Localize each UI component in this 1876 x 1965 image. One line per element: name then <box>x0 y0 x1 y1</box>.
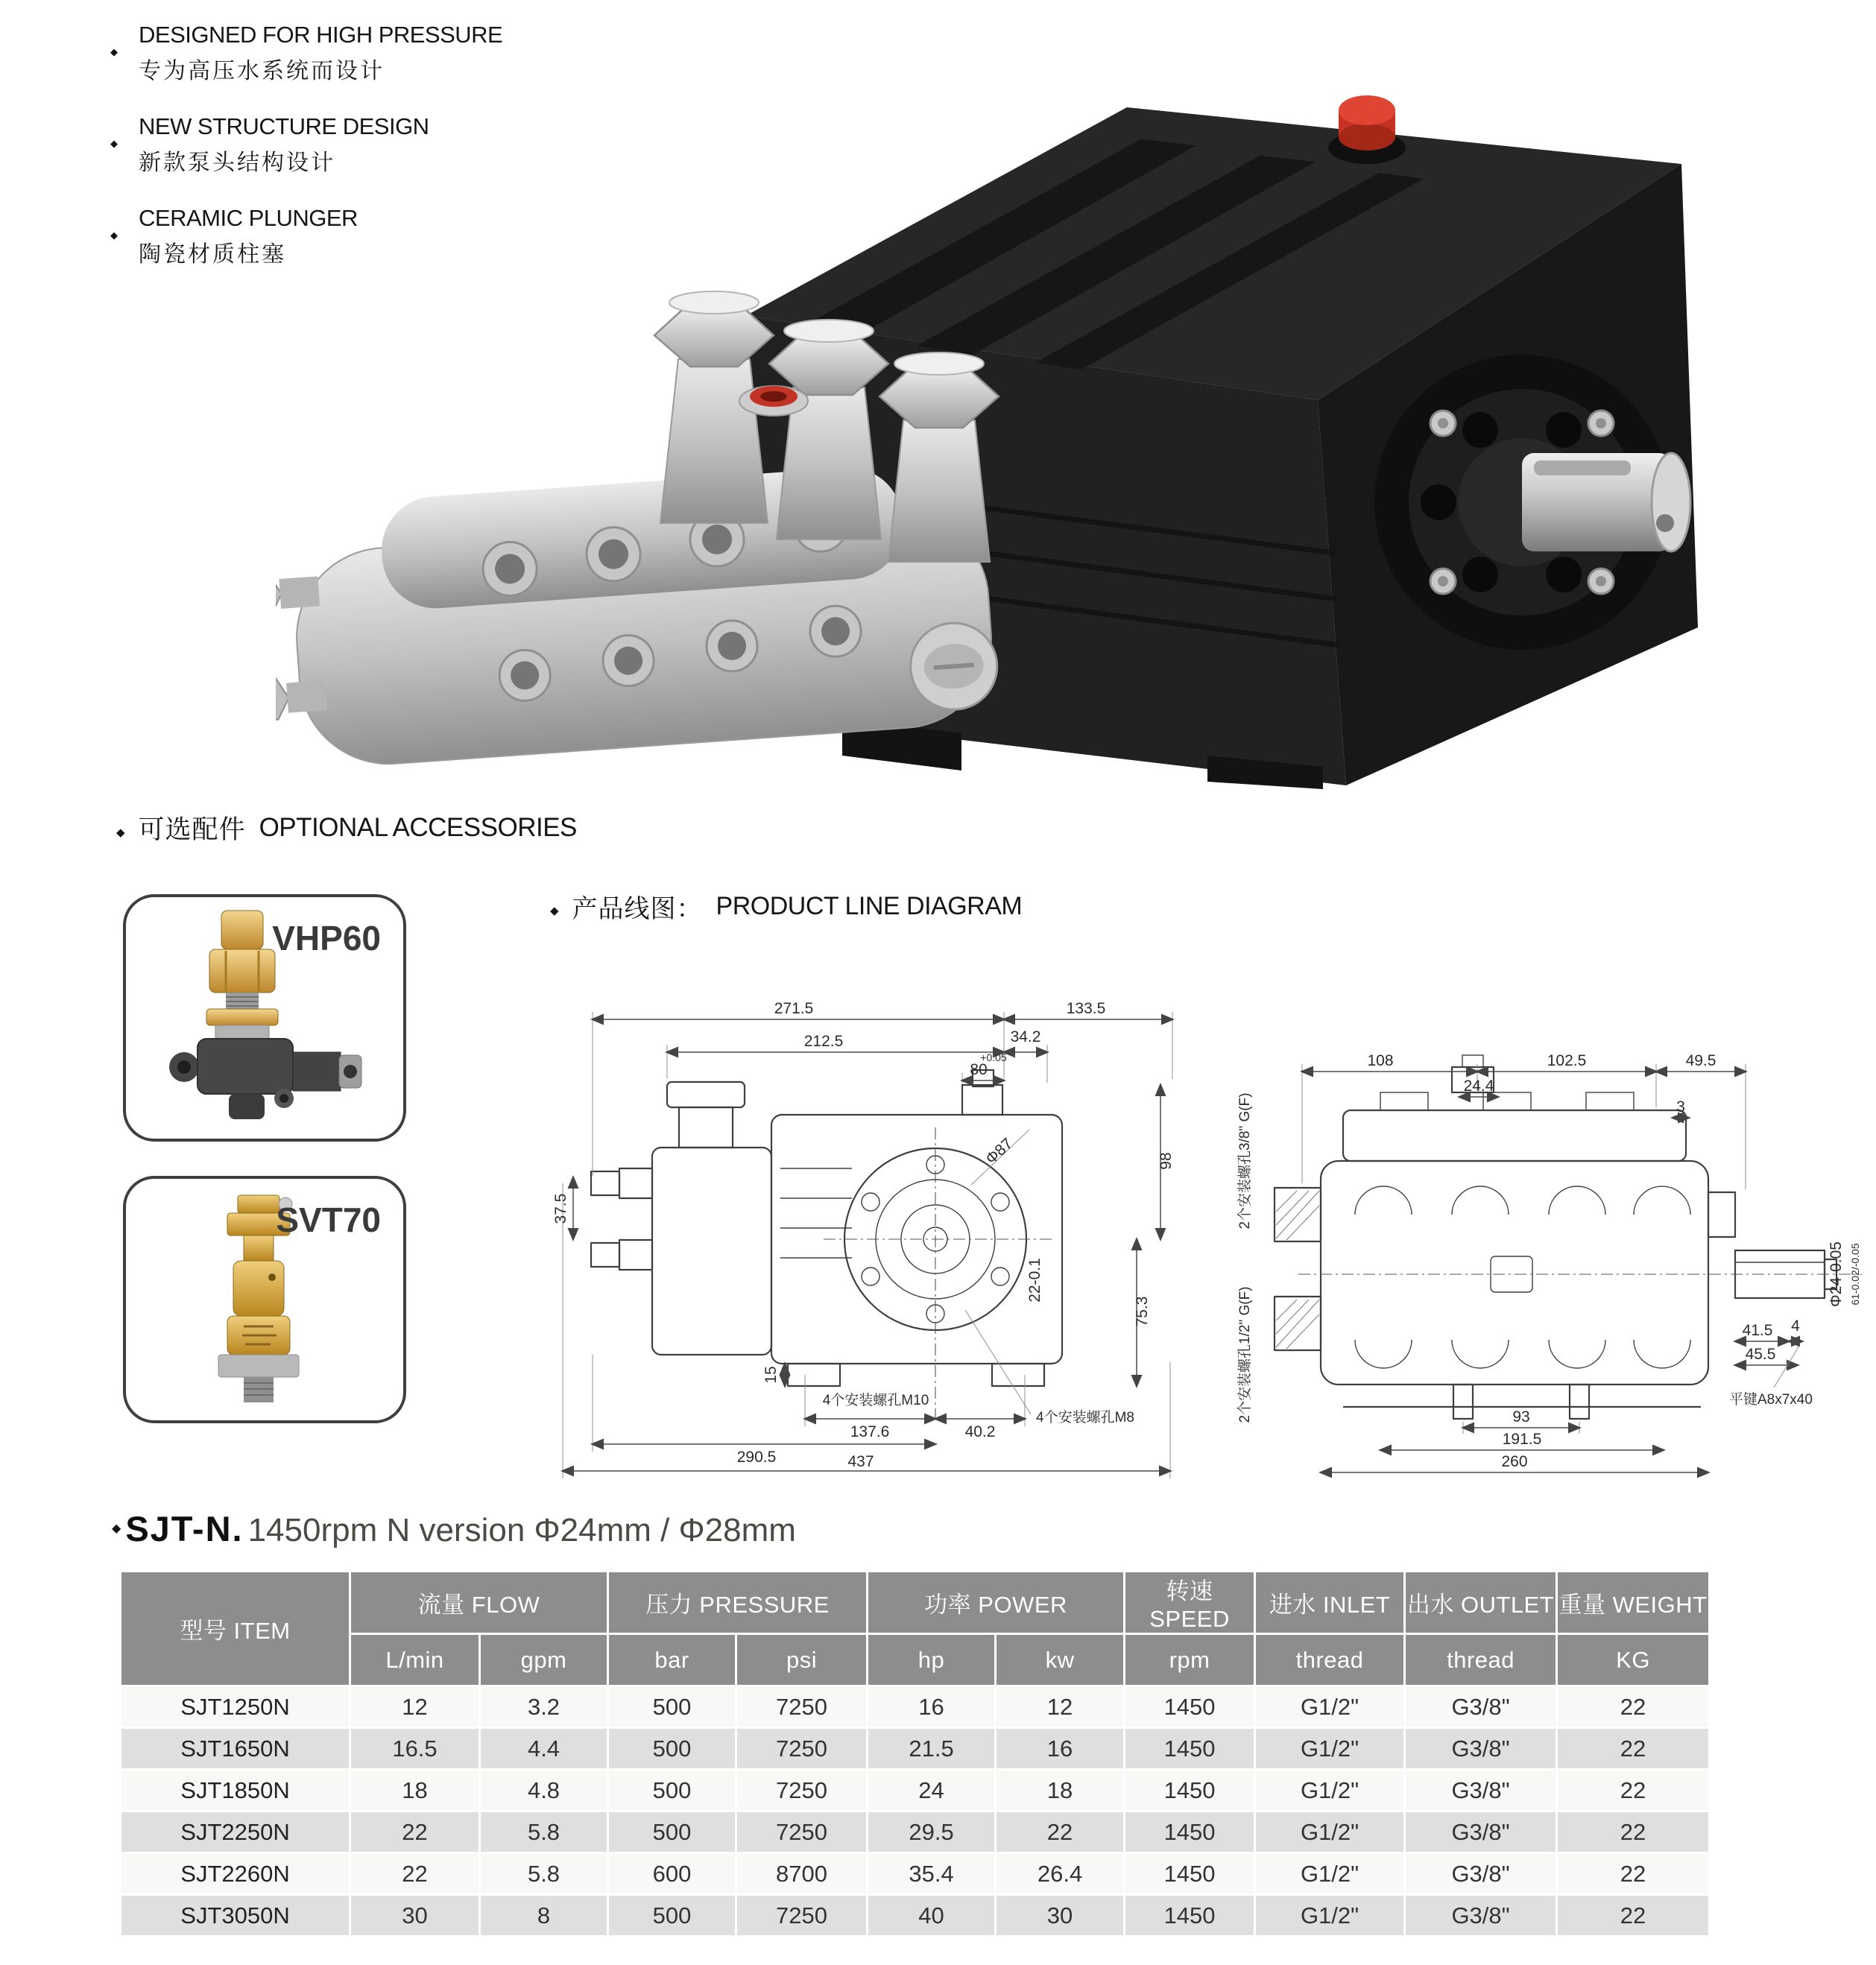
accessory-model-label: VHP60 <box>272 919 381 958</box>
side-view-drawing <box>548 990 1181 1481</box>
spec-cell: 22 <box>1557 1686 1710 1728</box>
spec-cell: 3.2 <box>480 1686 608 1728</box>
accessory-card-vhp60 <box>123 894 406 1142</box>
table-row <box>121 1728 1710 1770</box>
spec-cell: 24 <box>868 1770 996 1811</box>
accessories-heading-zh: 可选配件 <box>138 815 246 844</box>
diamond-bullet-icon <box>112 1522 121 1536</box>
dimension-label: 93 <box>1512 1408 1530 1426</box>
accessory-card-svt70 <box>123 1176 406 1423</box>
col-subheader-gpm: gpm <box>480 1634 608 1686</box>
spec-cell: 26.4 <box>996 1853 1125 1895</box>
dimension-label: 108 <box>1367 1052 1394 1069</box>
spec-cell: G1/2" <box>1255 1895 1405 1937</box>
spec-cell: 5.8 <box>480 1811 608 1853</box>
spec-cell: 22 <box>1557 1853 1710 1895</box>
spec-cell: 7250 <box>736 1811 868 1853</box>
col-header-pressure: 压力 PRESSURE <box>608 1572 868 1634</box>
spec-cell: 21.5 <box>868 1728 996 1770</box>
side-view-outline <box>591 1070 1062 1418</box>
dimension-label: Φ24-0.05 <box>1828 1241 1845 1307</box>
model-cell: SJT1250N <box>121 1686 350 1728</box>
spec-cell: 8700 <box>736 1853 868 1895</box>
spec-cell: 12 <box>996 1686 1125 1728</box>
accessory-model-label: SVT70 <box>276 1200 381 1239</box>
spec-cell: G3/8" <box>1405 1895 1557 1937</box>
model-cell: SJT1650N <box>121 1728 350 1770</box>
spec-cell: 1450 <box>1125 1853 1255 1895</box>
spec-cell: G3/8" <box>1405 1728 1557 1770</box>
spec-cell: 12 <box>350 1686 480 1728</box>
spec-cell: 7250 <box>736 1895 868 1937</box>
spec-cell: 4.4 <box>480 1728 608 1770</box>
mounting-hole-label: 2个安装螺孔3/8" G(F) <box>1237 1092 1253 1230</box>
spec-table-body <box>121 1686 1710 1937</box>
front-view-dimensions <box>1302 1064 1802 1472</box>
col-header-weight: 重量 WEIGHT <box>1557 1572 1710 1634</box>
spec-cell: 22 <box>996 1811 1125 1853</box>
model-cell: SJT2250N <box>121 1811 350 1853</box>
spec-cell: 22 <box>1557 1728 1710 1770</box>
spec-cell: 4.8 <box>480 1770 608 1811</box>
spec-cell: 1450 <box>1125 1895 1255 1937</box>
spec-cell: 30 <box>996 1895 1125 1937</box>
spec-cell: 22 <box>350 1853 480 1895</box>
mounting-hole-label: 4个安装螺孔M8 <box>1036 1410 1134 1426</box>
spec-cell: 500 <box>608 1811 736 1853</box>
dimension-label: 191.5 <box>1502 1431 1542 1448</box>
table-row <box>121 1895 1710 1937</box>
table-subheader-row <box>121 1634 1710 1686</box>
pump-product-image <box>276 39 1707 795</box>
dimension-label: 40.2 <box>964 1423 996 1440</box>
feature-text-en: DESIGNED FOR HIGH PRESSURE <box>139 22 503 48</box>
spec-cell: G1/2" <box>1255 1811 1405 1853</box>
dimension-label: 260 <box>1501 1453 1528 1470</box>
spec-cell: 1450 <box>1125 1728 1255 1770</box>
spec-cell: 22 <box>1557 1811 1710 1853</box>
dimension-label: 41.5 <box>1742 1322 1773 1339</box>
spec-cell: 7250 <box>736 1728 868 1770</box>
dimension-label: 137.6 <box>850 1423 890 1440</box>
diamond-bullet-icon <box>116 813 125 843</box>
spec-cell: 35.4 <box>868 1853 996 1895</box>
dimension-label: 15 <box>762 1366 780 1384</box>
dimension-label: 133.5 <box>1066 1000 1106 1017</box>
col-subheader-rpm: rpm <box>1125 1634 1255 1686</box>
table-row <box>121 1853 1710 1895</box>
series-name: SJT-N. <box>125 1509 244 1548</box>
feature-text-zh: 新款泵头结构设计 <box>139 150 335 175</box>
spec-cell: 18 <box>996 1770 1125 1811</box>
feature-text-zh: 陶瓷材质柱塞 <box>139 241 286 267</box>
dimension-label: 75.3 <box>1134 1296 1151 1327</box>
dimension-label: Φ87 <box>982 1135 1017 1168</box>
dimension-label: 61-0.02/-0.05 <box>1849 1243 1861 1306</box>
spec-cell: 5.8 <box>480 1853 608 1895</box>
spec-cell: 18 <box>350 1770 480 1811</box>
dimension-label: 49.5 <box>1685 1052 1716 1069</box>
spec-cell: 22 <box>350 1811 480 1853</box>
dimension-tolerance-label: +0.05 <box>980 1051 1007 1063</box>
dimension-label: 102.5 <box>1547 1052 1587 1069</box>
spec-cell: G3/8" <box>1405 1686 1557 1728</box>
front-view-drawing <box>1231 1019 1872 1481</box>
side-view-dimensions <box>563 1012 1172 1478</box>
dimension-label: 4 <box>1791 1317 1800 1335</box>
spec-cell: G1/2" <box>1255 1686 1405 1728</box>
oil-cap <box>1328 95 1406 164</box>
spec-cell: 500 <box>608 1728 736 1770</box>
spec-cell: 600 <box>608 1853 736 1895</box>
col-subheader-kw: kw <box>996 1634 1125 1686</box>
spec-cell: 16.5 <box>350 1728 480 1770</box>
dimension-label: 437 <box>847 1453 874 1470</box>
col-header-item: 型号 ITEM <box>121 1572 350 1686</box>
spec-cell: G3/8" <box>1405 1811 1557 1853</box>
spec-cell: G3/8" <box>1405 1853 1557 1895</box>
diagram-heading <box>550 888 1022 925</box>
col-header-inlet: 进水 INLET <box>1255 1572 1405 1634</box>
model-cell: SJT3050N <box>121 1895 350 1937</box>
diagram-heading-en: PRODUCT LINE DIAGRAM <box>716 892 1023 920</box>
col-subheader-kg: KG <box>1557 1634 1710 1686</box>
front-view-outline <box>1275 1055 1862 1419</box>
dimension-label: 45.5 <box>1745 1346 1776 1363</box>
spec-cell: 29.5 <box>868 1811 996 1853</box>
mounting-hole-label: 4个安装螺孔M10 <box>822 1393 929 1408</box>
keyway-label: 平键A8x7x40 <box>1729 1392 1813 1408</box>
pump-head-manifold <box>276 458 1001 774</box>
spec-cell: 500 <box>608 1686 736 1728</box>
diamond-bullet-icon <box>550 892 559 921</box>
spec-cell: 22 <box>1557 1895 1710 1937</box>
dimension-label: 98 <box>1158 1152 1175 1170</box>
accessories-heading <box>116 809 577 847</box>
series-heading <box>112 1508 796 1549</box>
diamond-bullet-icon <box>110 229 118 242</box>
feature-text-en: CERAMIC PLUNGER <box>139 204 358 231</box>
diamond-bullet-icon <box>110 45 118 59</box>
col-subheader-thread-out: thread <box>1405 1634 1557 1686</box>
col-subheader-hp: hp <box>868 1634 996 1686</box>
dimension-label: 34.2 <box>1010 1028 1041 1045</box>
col-header-power: 功率 POWER <box>868 1572 1125 1634</box>
spec-cell: 1450 <box>1125 1770 1255 1811</box>
mounting-hole-label: 2个安装螺孔1/2" G(F) <box>1237 1286 1253 1423</box>
feature-text-zh: 专为高压水系统而设计 <box>139 58 385 83</box>
dimension-label: 3 <box>1676 1098 1685 1116</box>
table-row <box>121 1811 1710 1853</box>
diagram-heading-zh: 产品线图： <box>572 895 703 923</box>
col-header-speed: 转速 SPEED <box>1125 1572 1255 1634</box>
dimension-label: 290.5 <box>736 1449 777 1466</box>
spec-cell: G1/2" <box>1255 1728 1405 1770</box>
pump-render <box>276 39 1707 795</box>
spec-cell: 30 <box>350 1895 480 1937</box>
feature-text-en: NEW STRUCTURE DESIGN <box>139 113 429 139</box>
model-cell: SJT1850N <box>121 1770 350 1811</box>
spec-cell: 7250 <box>736 1770 868 1811</box>
dimension-label: 80 <box>970 1061 988 1078</box>
col-subheader-psi: psi <box>736 1634 868 1686</box>
accessories-heading-en: OPTIONAL ACCESSORIES <box>259 813 577 842</box>
spec-cell: 40 <box>868 1895 996 1937</box>
spec-cell: 8 <box>480 1895 608 1937</box>
table-row <box>121 1770 1710 1811</box>
spec-cell: 500 <box>608 1895 736 1937</box>
dimension-label: 22-0.1 <box>1026 1258 1043 1303</box>
drive-shaft <box>1522 453 1690 551</box>
spec-cell: 22 <box>1557 1770 1710 1811</box>
spec-cell: 1450 <box>1125 1686 1255 1728</box>
model-cell: SJT2260N <box>121 1853 350 1895</box>
table-header-row <box>121 1572 1710 1634</box>
dimension-label: 271.5 <box>774 1000 814 1017</box>
col-subheader-bar: bar <box>608 1634 736 1686</box>
series-detail: 1450rpm N version Φ24mm / Φ28mm <box>247 1512 796 1548</box>
table-row <box>121 1686 1710 1728</box>
col-subheader-lmin: L/min <box>350 1634 480 1686</box>
spec-cell: 16 <box>868 1686 996 1728</box>
spec-cell: 7250 <box>736 1686 868 1728</box>
spec-table <box>119 1570 1711 1937</box>
spec-cell: G1/2" <box>1255 1770 1405 1811</box>
col-subheader-thread-in: thread <box>1255 1634 1405 1686</box>
diamond-bullet-icon <box>110 137 118 151</box>
red-oring-port <box>739 386 808 416</box>
col-header-flow: 流量 FLOW <box>350 1572 608 1634</box>
dimension-label: 37.5 <box>552 1193 569 1224</box>
dimension-label: 24.4 <box>1463 1078 1494 1095</box>
spec-cell: 16 <box>996 1728 1125 1770</box>
dimension-label: 212.5 <box>803 1033 844 1050</box>
col-header-outlet: 出水 OUTLET <box>1405 1572 1557 1634</box>
spec-cell: G1/2" <box>1255 1853 1405 1895</box>
spec-cell: G3/8" <box>1405 1770 1557 1811</box>
spec-cell: 500 <box>608 1770 736 1811</box>
spec-cell: 1450 <box>1125 1811 1255 1853</box>
